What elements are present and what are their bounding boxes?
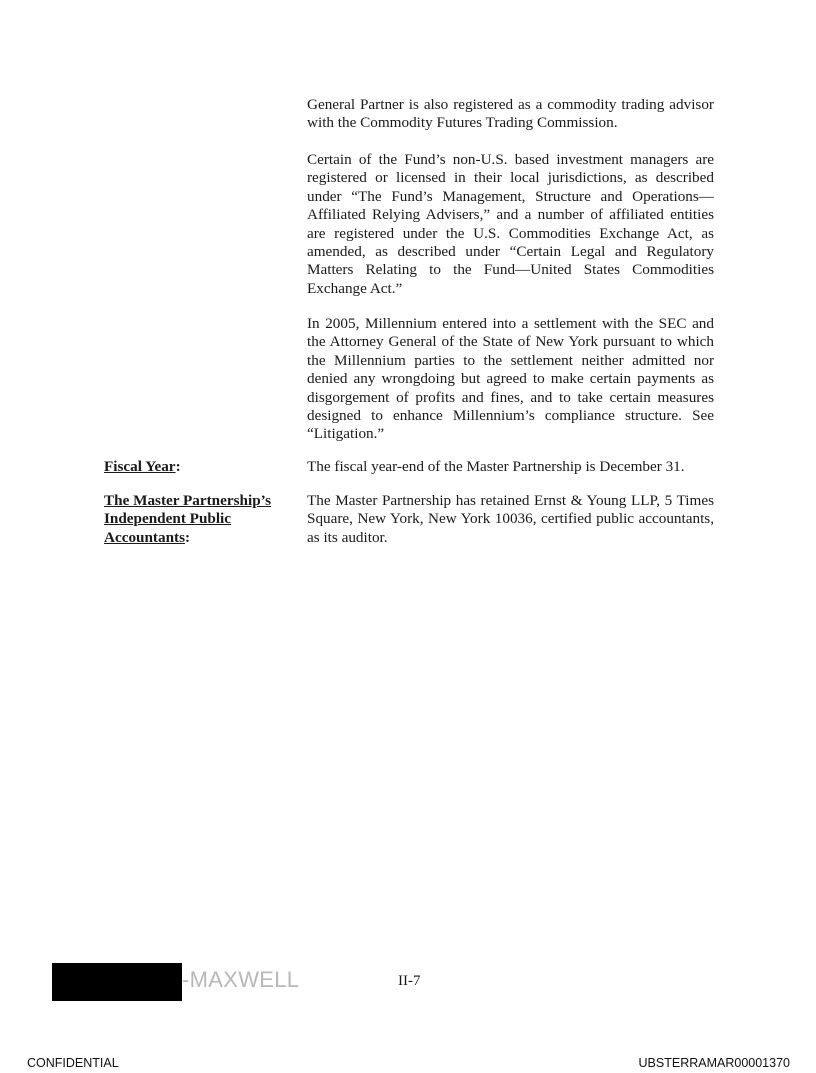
confidential-footer: CONFIDENTIAL bbox=[27, 1056, 119, 1070]
accountants-label-colon: : bbox=[185, 528, 191, 546]
settlement-paragraph: In 2005, Millennium entered into a settlement with the SEC and the Attorney General of the State of New York pursuant to which the Millennium parties to the settlement neither admitted nor denied any wrongdoing but agreed to make certain payments as disgorgement of profits and fines, and to take certain measures designed to enhance Millennium’s compliance structure. See “Litigation.” bbox=[307, 315, 714, 443]
fiscal-year-label-colon: : bbox=[175, 458, 181, 475]
fiscal-year-label bbox=[104, 458, 294, 476]
bates-number: UBSTERRAMAR00001370 bbox=[638, 1056, 790, 1070]
non-us-managers-paragraph: Certain of the Fund’s non-U.S. based investment managers are registered or licensed in their local jurisdictions, as described under “The Fund’s Management, Structure and Operations—Affiliated Relying Advisers,” and a number of affiliated entities are registered under the U.S. Commodities Exchange Act, as amended, as described under “Certain Legal and Regulatory Matters Relating to the Fund—United States Commodities Exchange Act.” bbox=[307, 151, 714, 297]
fiscal-year-text: The fiscal year-end of the Master Partnership is December 31. bbox=[307, 458, 685, 475]
accountants-label-line2: Independent Public bbox=[104, 510, 232, 528]
production-stamp-name: -MAXWELL bbox=[182, 967, 300, 992]
general-partner-paragraph: General Partner is also registered as a commodity trading advisor with the Commodity Futures Trading Commission. bbox=[307, 96, 714, 132]
accountants-text: The Master Partnership has retained Ernst & Young LLP, 5 Times Square, New York, New York 10036, certified public accountants, as its auditor. bbox=[307, 492, 714, 546]
accountants-label-line1: The Master Partnership’s bbox=[104, 492, 272, 509]
accountants-label-line3: Accountants bbox=[104, 528, 186, 546]
accountants-label bbox=[104, 492, 294, 547]
page-number: II-7 bbox=[398, 973, 421, 989]
fiscal-year-label-text: Fiscal Year bbox=[104, 458, 176, 475]
accountants-label-line3-wrap bbox=[104, 529, 294, 547]
redaction-block bbox=[52, 963, 182, 1001]
